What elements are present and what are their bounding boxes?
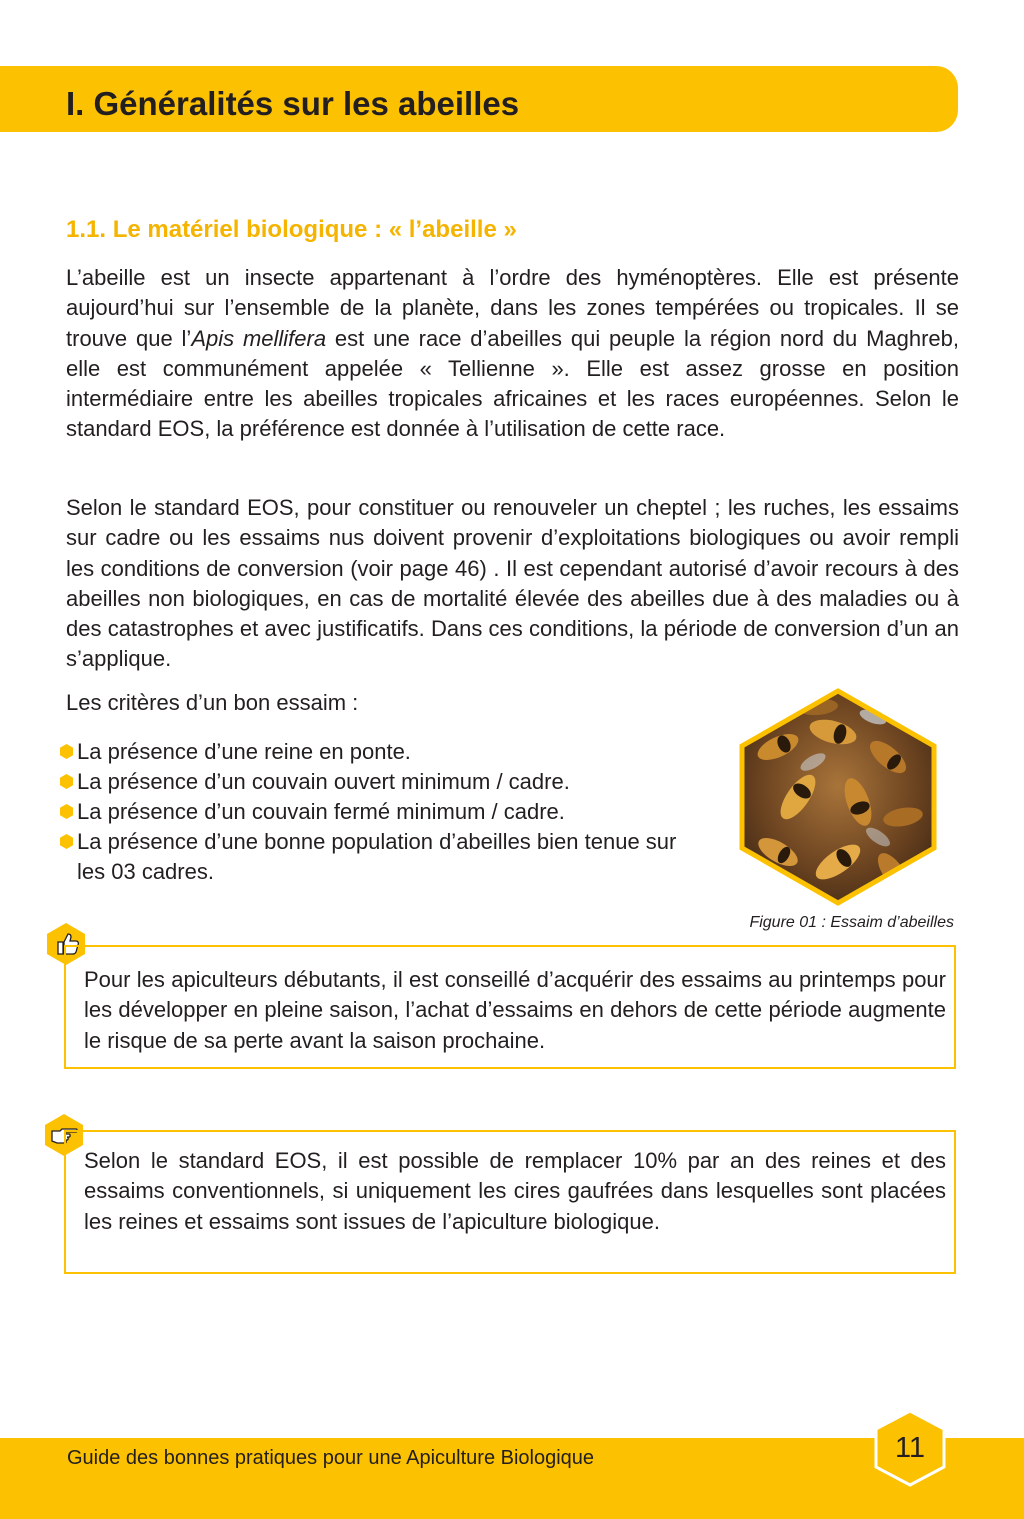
list-item: La présence d’une reine en ponte. — [60, 737, 700, 767]
bee-swarm-photo — [738, 687, 938, 907]
tip-text: Selon le standard EOS, il est possible de remplacer 10% par an des reines et des essaims conventionnels, si uniquement les cires gaufrées dans lesquelles sont placées les reines et essaims sont issues de l’apiculture biologique. — [84, 1148, 946, 1234]
hexagon-bullet-icon — [60, 774, 73, 789]
chapter-title: I. Généralités sur les abeilles — [66, 85, 520, 122]
figure-caption: Figure 01 : Essaim d’abeilles — [749, 914, 954, 931]
tip-text: Pour les apiculteurs débutants, il est conseillé d’acquérir des essaims au printemps pour les développer en pleine saison, l’achat d’essaims en dehors de cette période augmente le risque de sa perte avant la saison prochaine. — [84, 967, 946, 1053]
criteria-intro: Les critères d’un bon essaim : — [66, 690, 359, 715]
page-number: 11 — [894, 1432, 926, 1464]
footer-title: Guide des bonnes pratiques pour une Apiculture Biologique — [67, 1447, 595, 1469]
list-item: La présence d’un couvain fermé minimum / cadre. — [60, 797, 700, 827]
standard-paragraph: Selon le standard EOS, pour constituer ou renouveler un cheptel ; les ruches, les essaims sur cadre ou les essaims nus doivent provenir d’exploitations biologiques ou avoir rempli les conditions de conversion (voir page 46) . Il est cependant autorisé d’avoir recours à des abeilles non biologiques, en cas de mortalité élevée des abeilles due à des maladies ou à des catastrophes et avec justificatifs. Dans ces conditions, la période de conversion d’un an s’applique. — [66, 495, 959, 672]
tip-box-beginners — [64, 945, 956, 1069]
list-item: La présence d’une bonne population d’abeilles bien tenue sur les 03 cadres. — [60, 827, 700, 887]
hexagon-bullet-icon — [60, 834, 73, 849]
tip-box-replacement — [64, 1130, 956, 1274]
list-item: La présence d’un couvain ouvert minimum / cadre. — [60, 767, 700, 797]
criteria-list — [60, 737, 700, 887]
intro-paragraph: L’abeille est un insecte appartenant à l’ordre des hyménoptères. Elle est présente aujourd’hui sur l’ensemble de la planète, dans les zones tempérées ou tropicales. Il se trouve que l’Apis mellifera est une race d’abeilles qui peuple la région nord du Maghreb, elle est communément appelée « Tellienne ». Elle est assez grosse en position intermédiaire entre les abeilles tropicales africaines et les races européennes. Selon le standard EOS, la préférence est donnée à l’utilisation de cette race. — [66, 265, 960, 442]
species-name: Apis mellifera — [191, 325, 327, 351]
section-title: 1.1. Le matériel biologique : « l’abeille » — [66, 216, 517, 243]
hexagon-bullet-icon — [60, 744, 73, 759]
hexagon-bullet-icon — [60, 804, 73, 819]
